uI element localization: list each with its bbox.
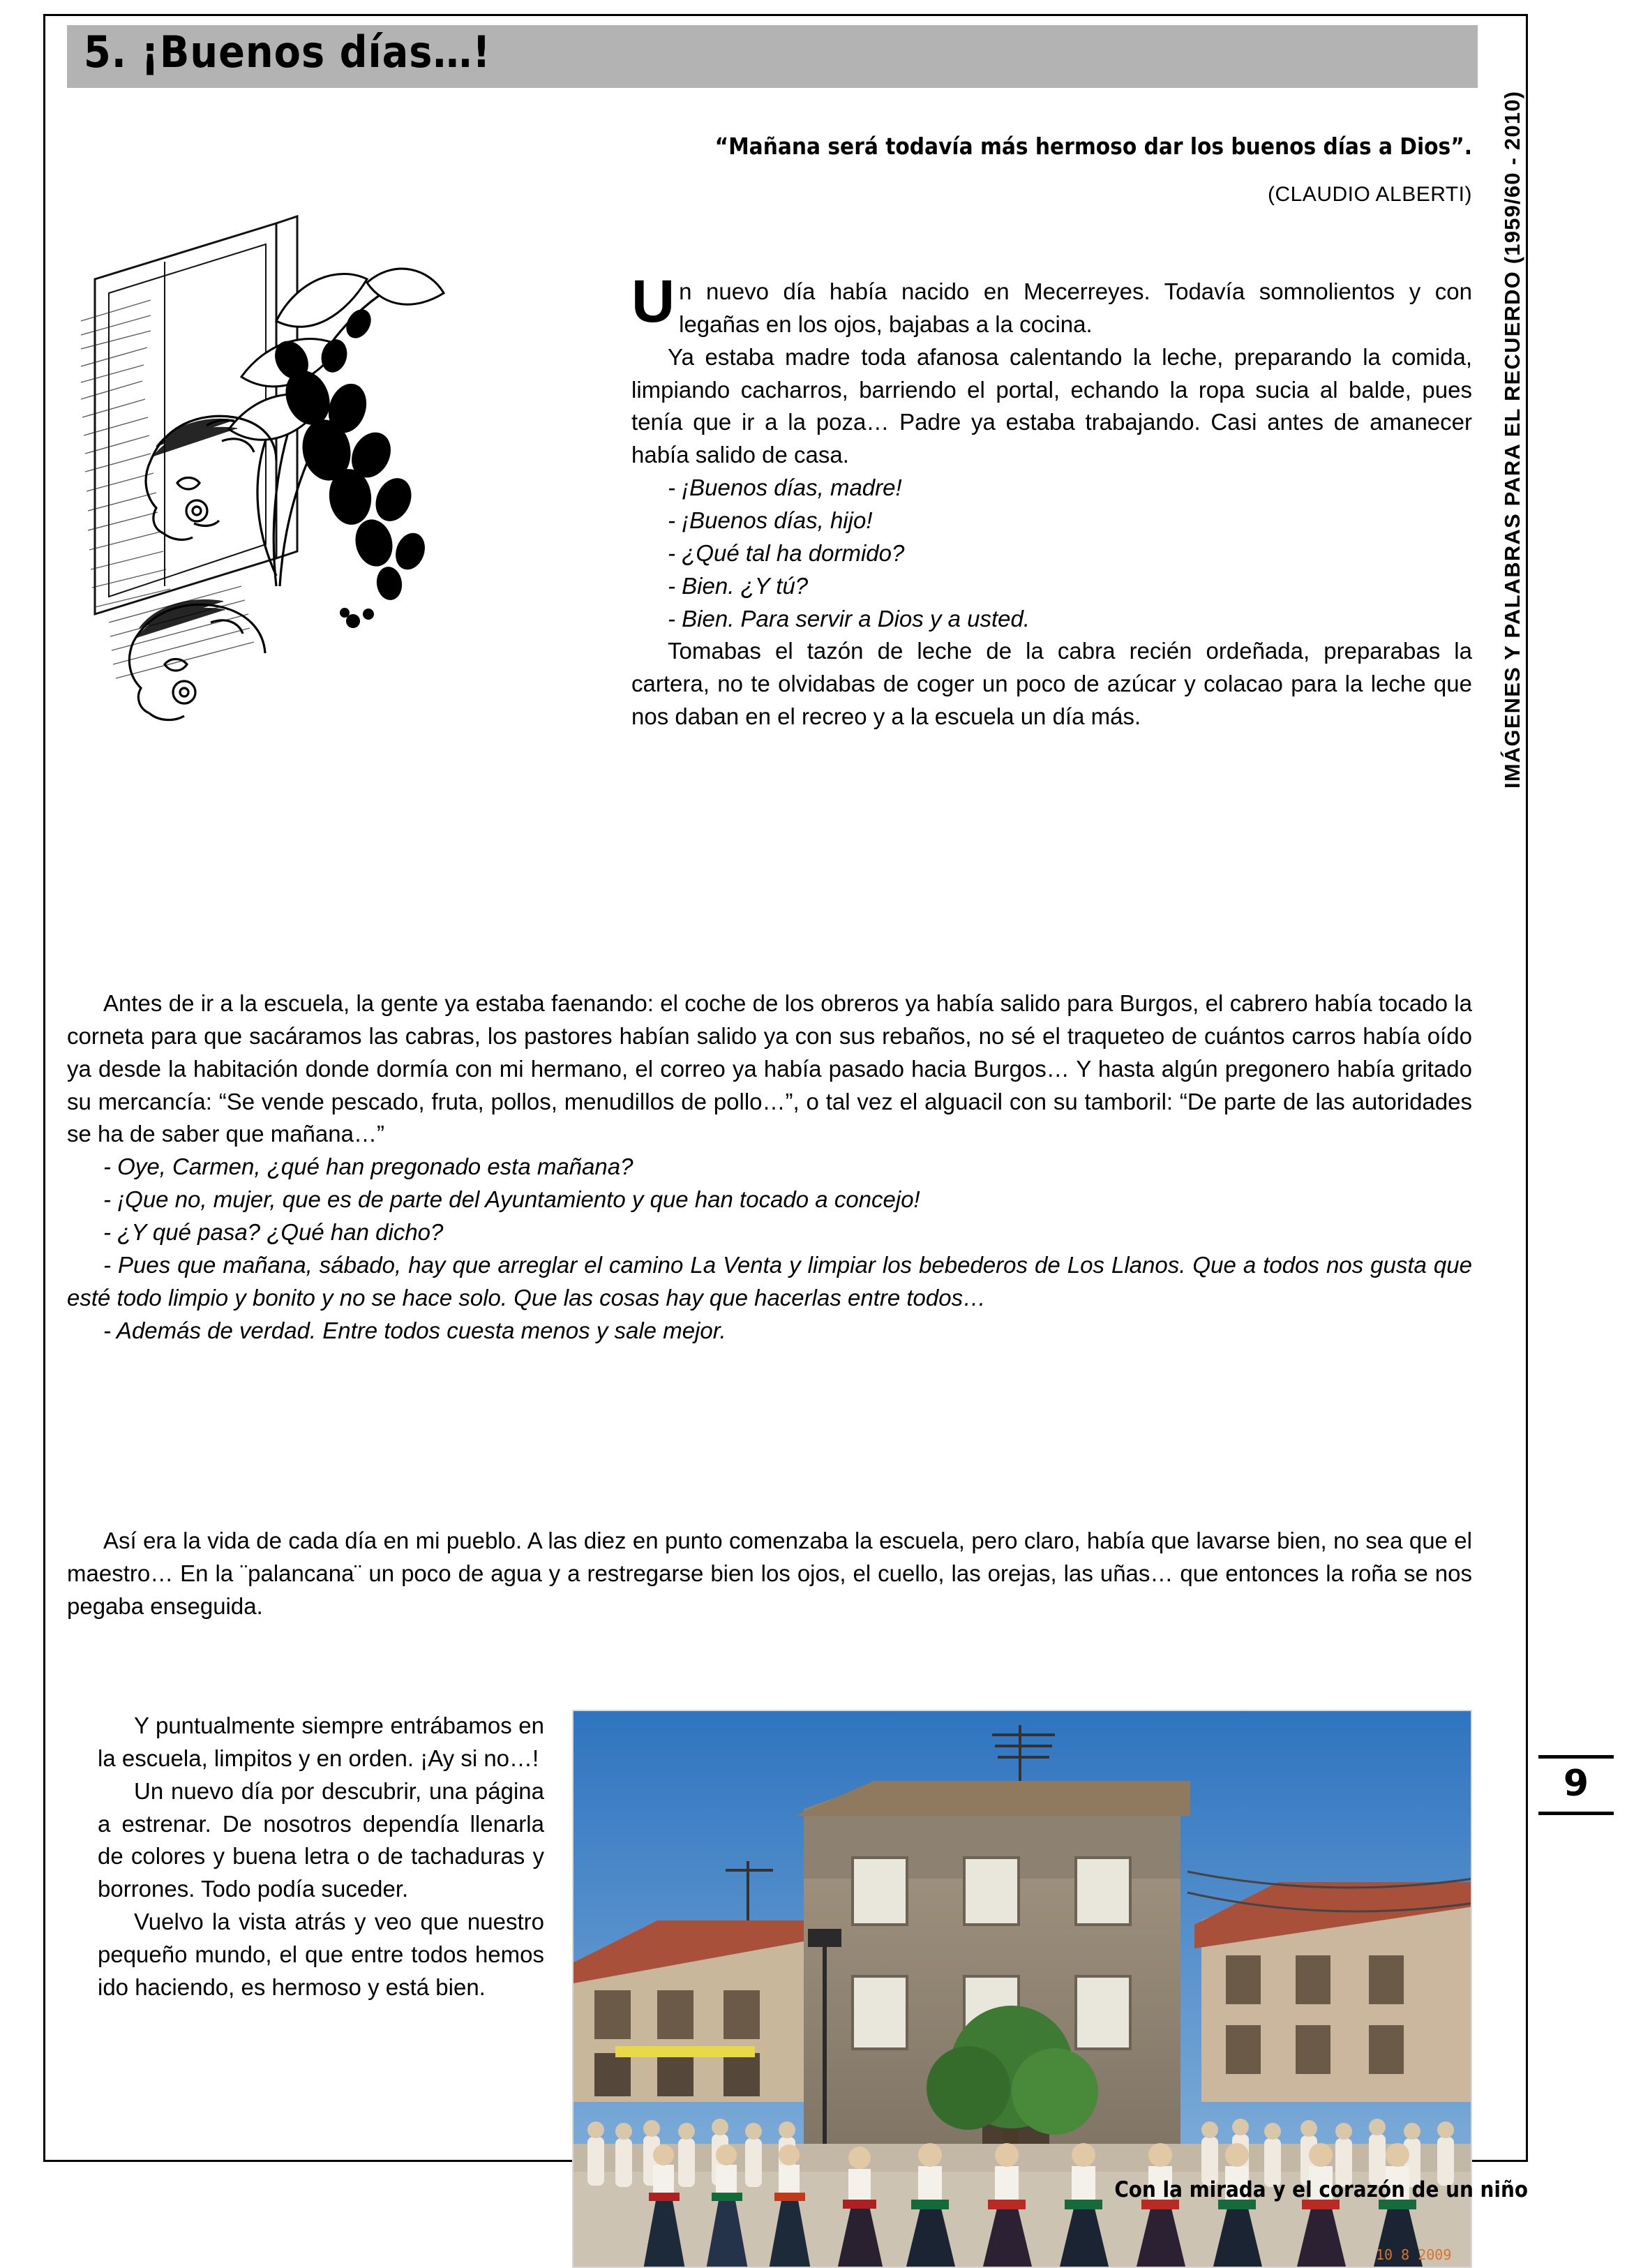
page-title bbox=[84, 27, 491, 77]
svg-text:10 8 2009: 10 8 2009 bbox=[1376, 2246, 1452, 2263]
page-number: 9 bbox=[1563, 1763, 1589, 1805]
body-full-width-2 bbox=[67, 1525, 1472, 1623]
illustration-drawing bbox=[67, 195, 618, 796]
side-title-text: IMÁGENES Y PALABRAS PARA EL RECUERDO (1959/60 - 2010) bbox=[1500, 90, 1524, 789]
dialog-line: - Además de verdad. Entre todos cuesta menos y sale mejor. bbox=[103, 1317, 726, 1343]
paragraph-6: Y puntualmente siempre entrábamos en la escuela, limpitos y en orden. ¡Ay si no…! bbox=[98, 1713, 544, 1771]
body-full-width-1 bbox=[67, 987, 1472, 1347]
epigraph-quote: “Mañana será todavía más hermoso dar los buenos días a Dios”. bbox=[714, 133, 1472, 160]
paragraph-7: Un nuevo día por descubrir, una página a estrenar. De nosotros dependía llenarla de colores y buena letra o de tachaduras y borrones. Todo podía suceder. bbox=[98, 1777, 544, 1902]
dialog-line: - ¿Qué tal ha dormido? bbox=[668, 539, 905, 566]
paragraph-3: Tomabas el tazón de leche de la cabra recién ordeñada, preparabas la cartera, no te olvidabas de coger un poco de azúcar y colacao para la leche que nos daban en el recreo y a la escuela un día más. bbox=[631, 638, 1472, 730]
dialog-line: - Oye, Carmen, ¿qué han pregonado esta mañana? bbox=[103, 1154, 633, 1180]
dialog-line: - ¡Buenos días, hijo! bbox=[668, 507, 873, 534]
body-column-left-bottom bbox=[98, 1710, 544, 2004]
chapter-title-text: ¡Buenos días…! bbox=[141, 27, 491, 77]
paragraph-5: Así era la vida de cada día en mi pueblo. A las diez en punto comenzaba la escuela, pero claro, había que lavarse bien, no sea que el maestro… En la ¨palancana¨ un poco de agua y a restregarse bien los ojos, el cuello, las orejas, las uñas… que entonces la roña se nos pegaba enseguida. bbox=[67, 1528, 1472, 1619]
body-column-right-top bbox=[631, 268, 1472, 733]
dialog-paragraph: - Pues que mañana, sábado, hay que arreglar el camino La Venta y limpiar los bebederos de Los Llanos. Que a todos nos gusta que esté todo limpio y bonito y no se hace solo. Que las cosas hay que hacerlas entre todos… bbox=[67, 1251, 1472, 1311]
dialog-line: - ¿Y qué pasa? ¿Qué han dicho? bbox=[103, 1219, 444, 1246]
paragraph-1-text: n nuevo día había nacido en Mecerreyes. Todavía somnolientos y con legañas en los ojos, bajabas a la cocina. bbox=[679, 278, 1472, 337]
dialog-line: - Bien. ¿Y tú? bbox=[668, 572, 809, 599]
dialog-line: - ¡Buenos días, madre! bbox=[668, 475, 902, 501]
paragraph-2: Ya estaba madre toda afanosa calentando la leche, preparando la comida, limpiando cacharros, barriendo el portal, echando la ropa sucia al balde, pues tenía que ir a la poza… Padre ya estaba trabajando. Casi antes de amanecer había salido de casa. bbox=[631, 343, 1472, 468]
paragraph-4: Antes de ir a la escuela, la gente ya estaba faenando: el coche de los obreros ya había salido para Burgos, el cabrero había tocado la corneta para que sacáramos las cabras, los pastores habían salido ya con sus rebaños, no sé el traqueteo de cuántos carros había oído ya desde la habitación donde dormía con mi hermano, el correo ya había pasado hacia Burgos… Y hasta algún pregonero había gritado su mercancía: “Se vende pescado, fruta, pollos, menudillos de pollo…”, o tal vez el alguacil con su tamboril: “De parte de las autoridades se ha de saber que mañana…” bbox=[67, 990, 1472, 1147]
running-side-title bbox=[1500, 91, 1525, 789]
page-number-block bbox=[1538, 1755, 1614, 1815]
paragraph-8: Vuelvo la vista atrás y veo que nuestro pequeño mundo, el que entre todos hemos ido haciendo, es hermoso y está bien. bbox=[98, 1909, 544, 2000]
rule-bottom bbox=[1538, 1812, 1614, 1815]
drop-cap: U bbox=[631, 268, 675, 335]
epigraph-author: (CLAUDIO ALBERTI) bbox=[1267, 183, 1472, 206]
dialog-line: - Bien. Para servir a Dios y a usted. bbox=[668, 605, 1030, 632]
paragraph-1 bbox=[631, 268, 1472, 341]
dialog-line: - ¡Que no, mujer, que es de parte del Ayuntamiento y que han tocado a concejo! bbox=[103, 1186, 920, 1213]
chapter-number: 5. bbox=[84, 27, 128, 77]
page-footer: Con la mirada y el corazón de un niño bbox=[1114, 2177, 1528, 2202]
